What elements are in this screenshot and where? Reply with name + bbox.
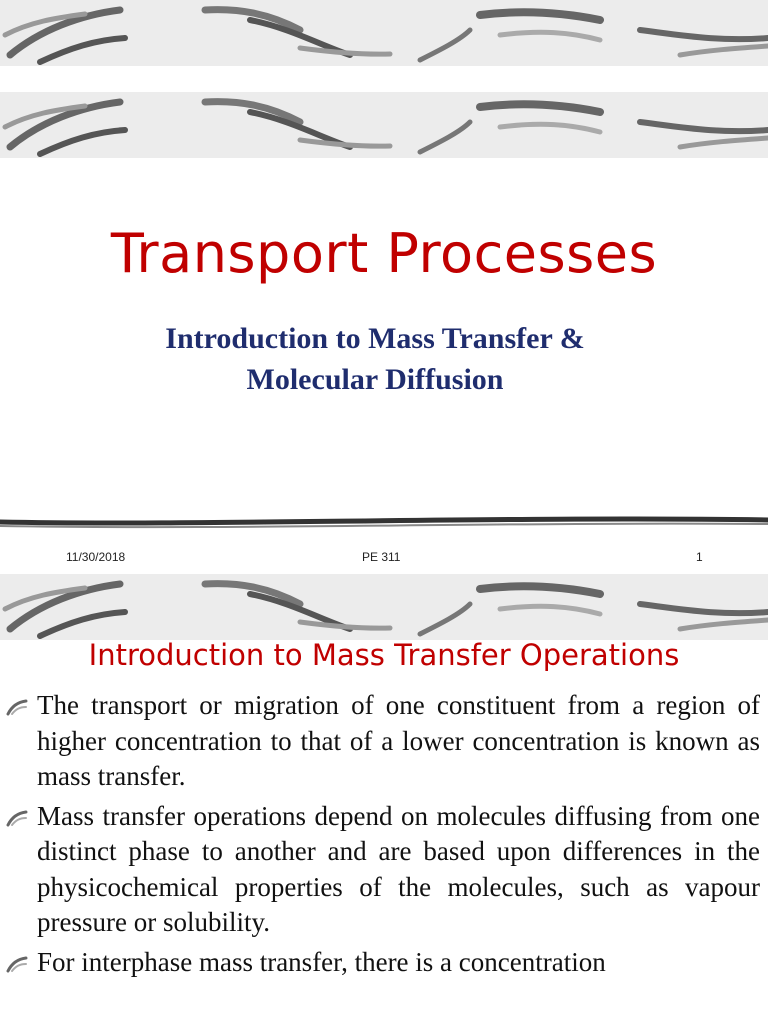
brush-swoosh-icon	[0, 574, 768, 640]
brush-swoosh-icon	[0, 0, 768, 66]
bullet-item	[0, 688, 768, 795]
bullet-item	[0, 945, 768, 981]
bullet-text: The transport or migration of one constituent from a region of higher concentration to that of a lower concentration is known as mass transfer.	[37, 690, 760, 791]
slide-title: Transport Processes	[110, 222, 658, 285]
footer-date: 11/30/2018	[66, 550, 126, 564]
bullet-item	[0, 799, 768, 941]
brush-swoosh-icon	[0, 92, 768, 158]
decorative-band-top	[0, 0, 768, 66]
decorative-band-middle	[0, 92, 768, 158]
brush-divider-icon	[0, 512, 768, 534]
footer-course: PE 311	[362, 550, 401, 564]
swoosh-bullet-icon	[6, 955, 28, 973]
swoosh-bullet-icon	[6, 698, 28, 716]
subtitle-line-1: Introduction to Mass Transfer &	[165, 322, 585, 355]
footer-page-number: 1	[696, 550, 703, 564]
bullet-text: Mass transfer operations depend on molecules diffusing from one distinct phase to another and are based upon differences in the physicochemical properties of the molecules, such as vapour pressure or solubility.	[37, 800, 760, 937]
slide-subtitle	[100, 318, 650, 400]
section-title: Introduction to Mass Transfer Operations	[88, 638, 680, 672]
bullet-list	[0, 688, 768, 984]
bullet-text: For interphase mass transfer, there is a concentration	[37, 946, 606, 977]
subtitle-line-2: Molecular Diffusion	[246, 363, 504, 396]
swoosh-bullet-icon	[6, 809, 28, 827]
decorative-band-slide2	[0, 574, 768, 640]
